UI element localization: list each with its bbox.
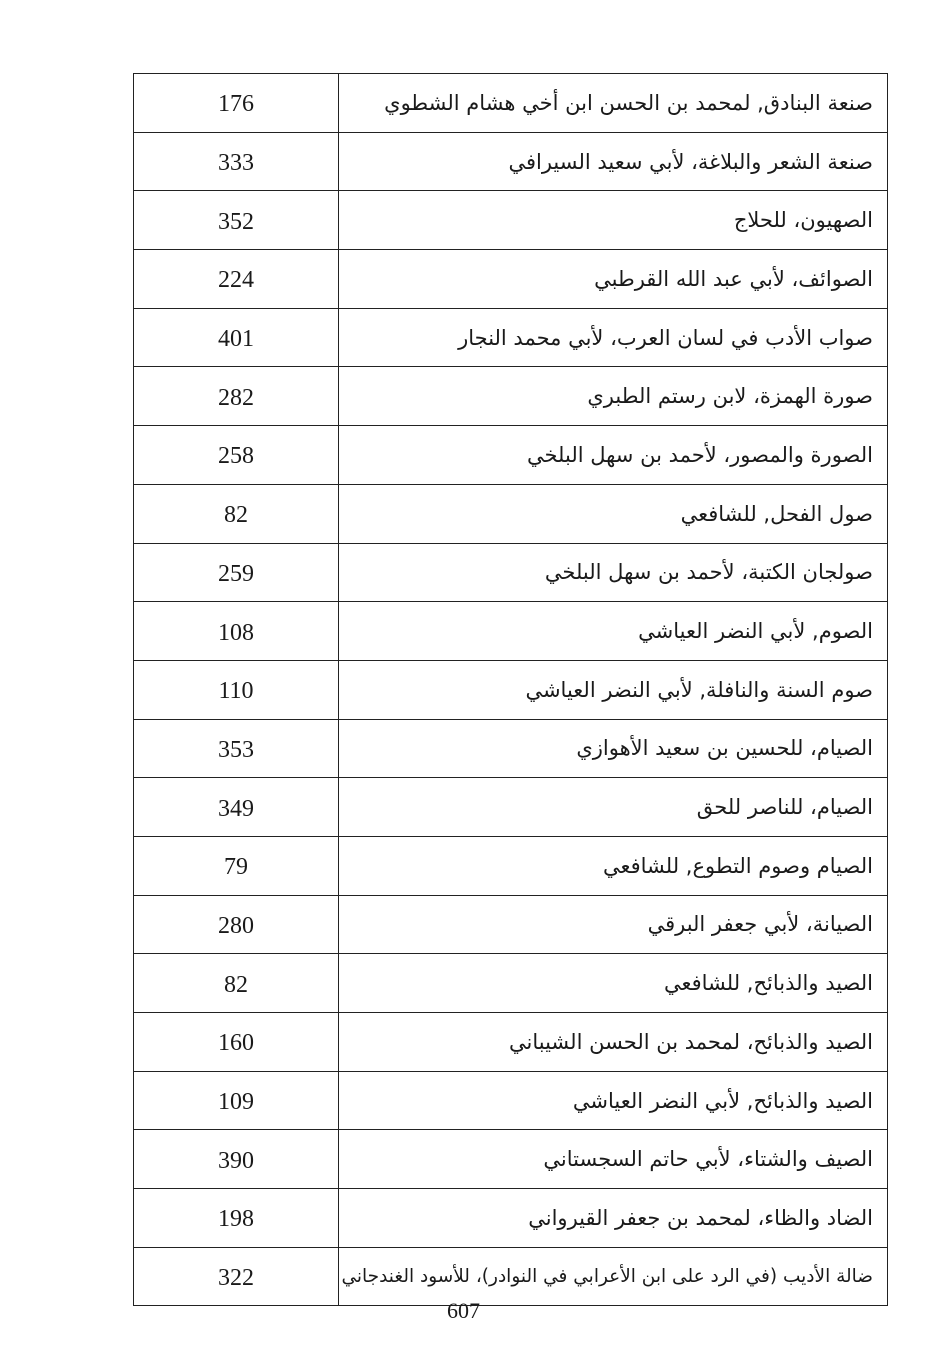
table-row	[134, 1130, 888, 1189]
page-ref: 322	[134, 1247, 339, 1306]
book-title: الصوائف، لأبي عبد الله القرطبي	[339, 250, 888, 309]
table-row	[134, 895, 888, 954]
table-row	[134, 602, 888, 661]
page-ref: 224	[134, 250, 339, 309]
table-row	[134, 132, 888, 191]
table-row	[134, 367, 888, 426]
page-ref: 79	[134, 836, 339, 895]
book-title: صولجان الكتبة، لأحمد بن سهل البلخي	[339, 543, 888, 602]
page-ref: 401	[134, 308, 339, 367]
page-ref: 258	[134, 426, 339, 485]
book-title: الصيد والذبائح، لمحمد بن الحسن الشيباني	[339, 1013, 888, 1072]
book-title: الصيف والشتاء، لأبي حاتم السجستاني	[339, 1130, 888, 1189]
table-row	[134, 484, 888, 543]
table-row	[134, 191, 888, 250]
book-title: الصيام، للناصر للحق	[339, 778, 888, 837]
page-number: 607	[447, 1298, 480, 1323]
book-title: ضالة الأديب (في الرد على ابن الأعرابي في النوادر)، للأسود الغندجاني	[339, 1247, 888, 1306]
book-title: صول الفحل, للشافعي	[339, 484, 888, 543]
page-ref: 333	[134, 132, 339, 191]
table-row	[134, 308, 888, 367]
table-row	[134, 719, 888, 778]
book-title: الصورة والمصور، لأحمد بن سهل البلخي	[339, 426, 888, 485]
table-row	[134, 1071, 888, 1130]
page-ref: 280	[134, 895, 339, 954]
table-row	[134, 660, 888, 719]
page-ref: 160	[134, 1013, 339, 1072]
book-title: صواب الأدب في لسان العرب، لأبي محمد النجار	[339, 308, 888, 367]
page-ref: 390	[134, 1130, 339, 1189]
book-title: صورة الهمزة، لابن رستم الطبري	[339, 367, 888, 426]
book-title: الصيام، للحسين بن سعيد الأهوازي	[339, 719, 888, 778]
page-ref: 82	[134, 954, 339, 1013]
book-title: صنعة البنادق, لمحمد بن الحسن ابن أخي هشام الشطوي	[339, 74, 888, 133]
table-row	[134, 250, 888, 309]
page-ref: 108	[134, 602, 339, 661]
page-ref: 282	[134, 367, 339, 426]
book-title: الضاد والظاء، لمحمد بن جعفر القيرواني	[339, 1189, 888, 1248]
table-row	[134, 426, 888, 485]
page-ref: 352	[134, 191, 339, 250]
table-row	[134, 1013, 888, 1072]
index-table-body	[134, 74, 888, 1306]
book-title: الصيد والذبائح, لأبي النضر العياشي	[339, 1071, 888, 1130]
book-title: الصيد والذبائح, للشافعي	[339, 954, 888, 1013]
index-table	[133, 73, 888, 1306]
book-title: الصيانة، لأبي جعفر البرقي	[339, 895, 888, 954]
page-ref: 353	[134, 719, 339, 778]
page-ref: 349	[134, 778, 339, 837]
page-ref: 176	[134, 74, 339, 133]
book-title: الصهيون، للحلاج	[339, 191, 888, 250]
page-ref: 259	[134, 543, 339, 602]
book-title: صوم السنة والنافلة, لأبي النضر العياشي	[339, 660, 888, 719]
page-ref: 198	[134, 1189, 339, 1248]
page-ref: 110	[134, 660, 339, 719]
table-row	[134, 543, 888, 602]
table-row	[134, 1189, 888, 1248]
table-row	[134, 836, 888, 895]
book-title: الصيام وصوم التطوع, للشافعي	[339, 836, 888, 895]
book-title: صنعة الشعر والبلاغة، لأبي سعيد السيرافي	[339, 132, 888, 191]
book-title: الصوم, لأبي النضر العياشي	[339, 602, 888, 661]
page-ref: 82	[134, 484, 339, 543]
page-ref: 109	[134, 1071, 339, 1130]
table-row	[134, 74, 888, 133]
table-row	[134, 778, 888, 837]
table-row	[134, 954, 888, 1013]
